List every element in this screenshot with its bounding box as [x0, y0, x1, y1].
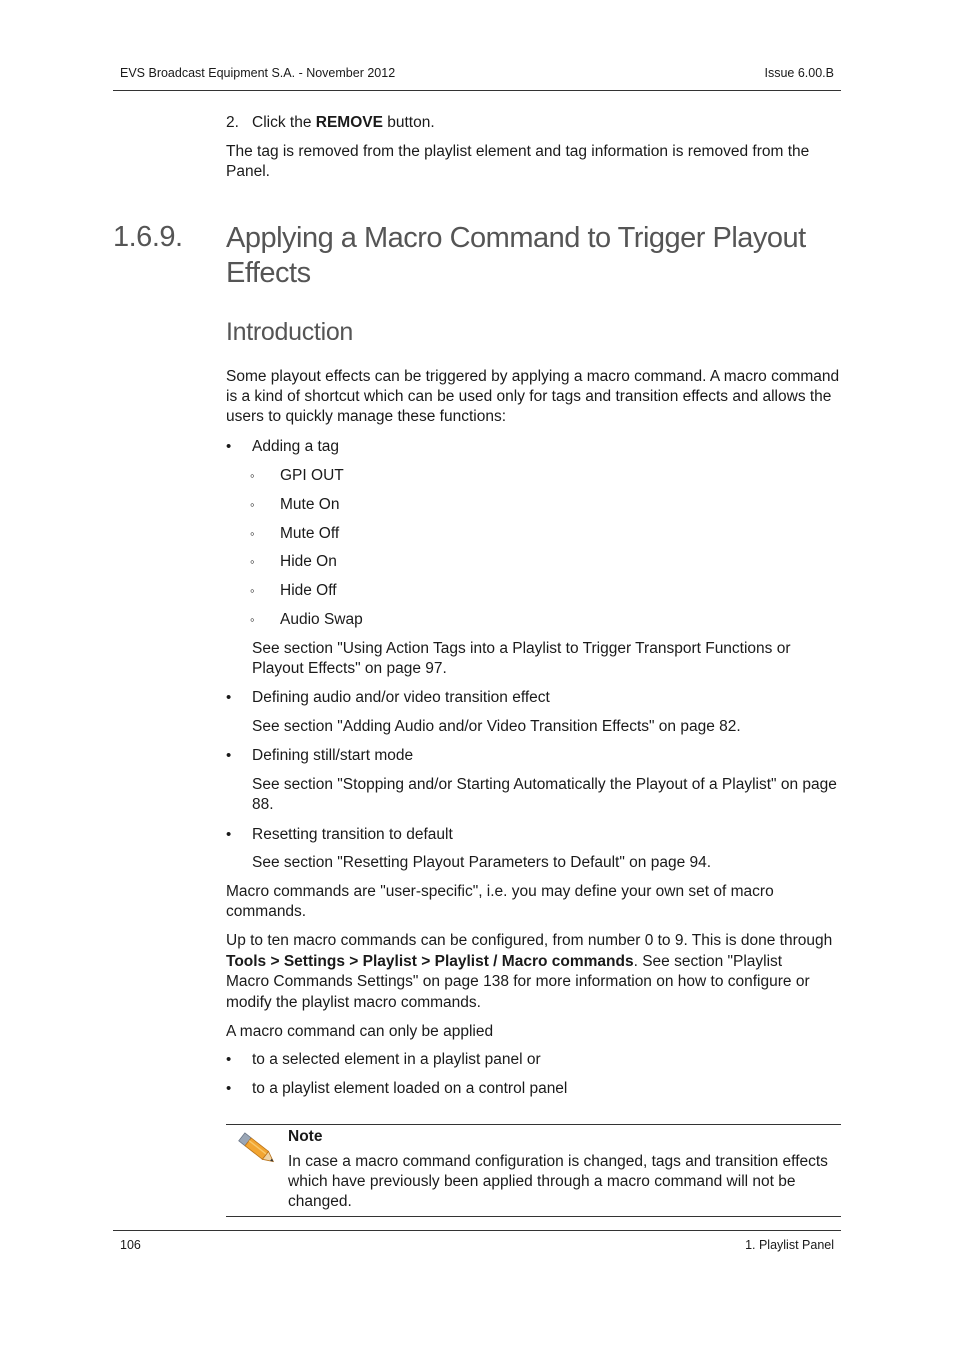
up-to-ten-line-3: Macro Commands Settings" on page 138 for more information on how to configure or: [226, 973, 810, 990]
sub-bullet-marker: ◦: [250, 554, 255, 569]
step-post: button.: [382, 114, 435, 131]
user-specific-line-1: Macro commands are "user-specific", i.e. you may define your own set of macro: [226, 883, 774, 900]
sub-item-mute-on: Mute On: [280, 496, 340, 513]
up-to-ten-line-4: modify the playlist macro commands.: [226, 994, 481, 1011]
step-number: 2.: [226, 114, 239, 131]
note-line-3: changed.: [288, 1193, 352, 1210]
bullet-marker: •: [226, 1080, 232, 1097]
sub-bullet-marker: ◦: [250, 526, 255, 541]
bullet-resetting: Resetting transition to default: [252, 826, 453, 843]
b2-see: See section "Adding Audio and/or Video Transition Effects" on page 82.: [252, 718, 741, 735]
b4-see: See section "Resetting Playout Parameters to Default" on page 94.: [252, 854, 712, 871]
bullet-marker: •: [226, 826, 232, 843]
section-title-line-2: Effects: [226, 257, 311, 289]
removed-para-line-1: The tag is removed from the playlist element and tag information is removed from the: [226, 143, 810, 160]
page-number: 106: [120, 1238, 141, 1252]
applied-item-2: to a playlist element loaded on a control panel: [252, 1080, 568, 1097]
header-issue: Issue 6.00.B: [764, 66, 834, 80]
footer-chapter: 1. Playlist Panel: [745, 1238, 834, 1252]
bullet-still-start: Defining still/start mode: [252, 747, 414, 764]
b1-see-line-1: See section "Using Action Tags into a Playlist to Trigger Transport Functions or: [252, 640, 791, 657]
sub-item-audio-swap: Audio Swap: [280, 611, 363, 628]
b3-see-line-2: 88.: [252, 796, 274, 813]
sub-bullet-marker: ◦: [250, 497, 255, 512]
pencil-icon: [232, 1126, 280, 1170]
sub-item-gpi-out: GPI OUT: [280, 467, 344, 484]
note-line-2: which have previously been applied through a macro command will not be: [288, 1173, 796, 1190]
up-to-ten-line-1: Up to ten macro commands can be configured, from number 0 to 9. This is done through: [226, 932, 833, 949]
note-title: Note: [288, 1128, 323, 1145]
removed-para-line-2: Panel.: [226, 163, 270, 180]
sub-bullet-marker: ◦: [250, 583, 255, 598]
bullet-transition-effect: Defining audio and/or video transition effect: [252, 689, 550, 706]
b3-see-line-1: See section "Stopping and/or Starting Automatically the Playout of a Playlist" on page: [252, 776, 837, 793]
sub-item-hide-on: Hide On: [280, 553, 337, 570]
step-bold-remove: REMOVE: [315, 114, 383, 131]
menu-path: Tools > Settings > Playlist > Playlist / Macro commands: [226, 953, 634, 970]
step-text: [252, 113, 435, 134]
up-to-ten-line-2: [226, 952, 782, 973]
section-title: [226, 221, 806, 291]
intro-para-line-2: is a kind of shortcut which can be used only for tags and transition effects and allows the: [226, 388, 832, 405]
step-pre: Click the: [252, 114, 316, 131]
bullet-marker: •: [226, 747, 232, 764]
note-top-rule: [226, 1124, 841, 1125]
section-number: 1.6.9.: [113, 221, 183, 253]
header-company-date: EVS Broadcast Equipment S.A. - November 2012: [120, 66, 396, 80]
bullet-marker: •: [226, 1051, 232, 1068]
user-specific-line-2: commands.: [226, 903, 307, 920]
intro-heading: Introduction: [226, 318, 354, 346]
sub-bullet-marker: ◦: [250, 468, 255, 483]
bullet-marker: •: [226, 689, 232, 706]
b1-see-line-2: Playout Effects" on page 97.: [252, 660, 447, 677]
applied-intro: A macro command can only be applied: [226, 1023, 494, 1040]
sub-item-mute-off: Mute Off: [280, 525, 340, 542]
bullet-adding-tag: Adding a tag: [252, 438, 340, 455]
intro-para-line-3: users to quickly manage these functions:: [226, 408, 507, 425]
page-footer: [113, 1230, 841, 1252]
up-to-ten-line-2-rest: . See section "Playlist: [633, 953, 783, 970]
section-title-line-1: Applying a Macro Command to Trigger Playout: [226, 222, 806, 254]
page-header: [113, 64, 841, 91]
applied-item-1: to a selected element in a playlist panel or: [252, 1051, 541, 1068]
sub-bullet-marker: ◦: [250, 612, 255, 627]
note-line-1: In case a macro command configuration is changed, tags and transition effects: [288, 1153, 828, 1170]
note-bottom-rule: [226, 1216, 841, 1217]
bullet-marker: •: [226, 438, 232, 455]
intro-para-line-1: Some playout effects can be triggered by applying a macro command. A macro command: [226, 368, 840, 385]
sub-item-hide-off: Hide Off: [280, 582, 337, 599]
